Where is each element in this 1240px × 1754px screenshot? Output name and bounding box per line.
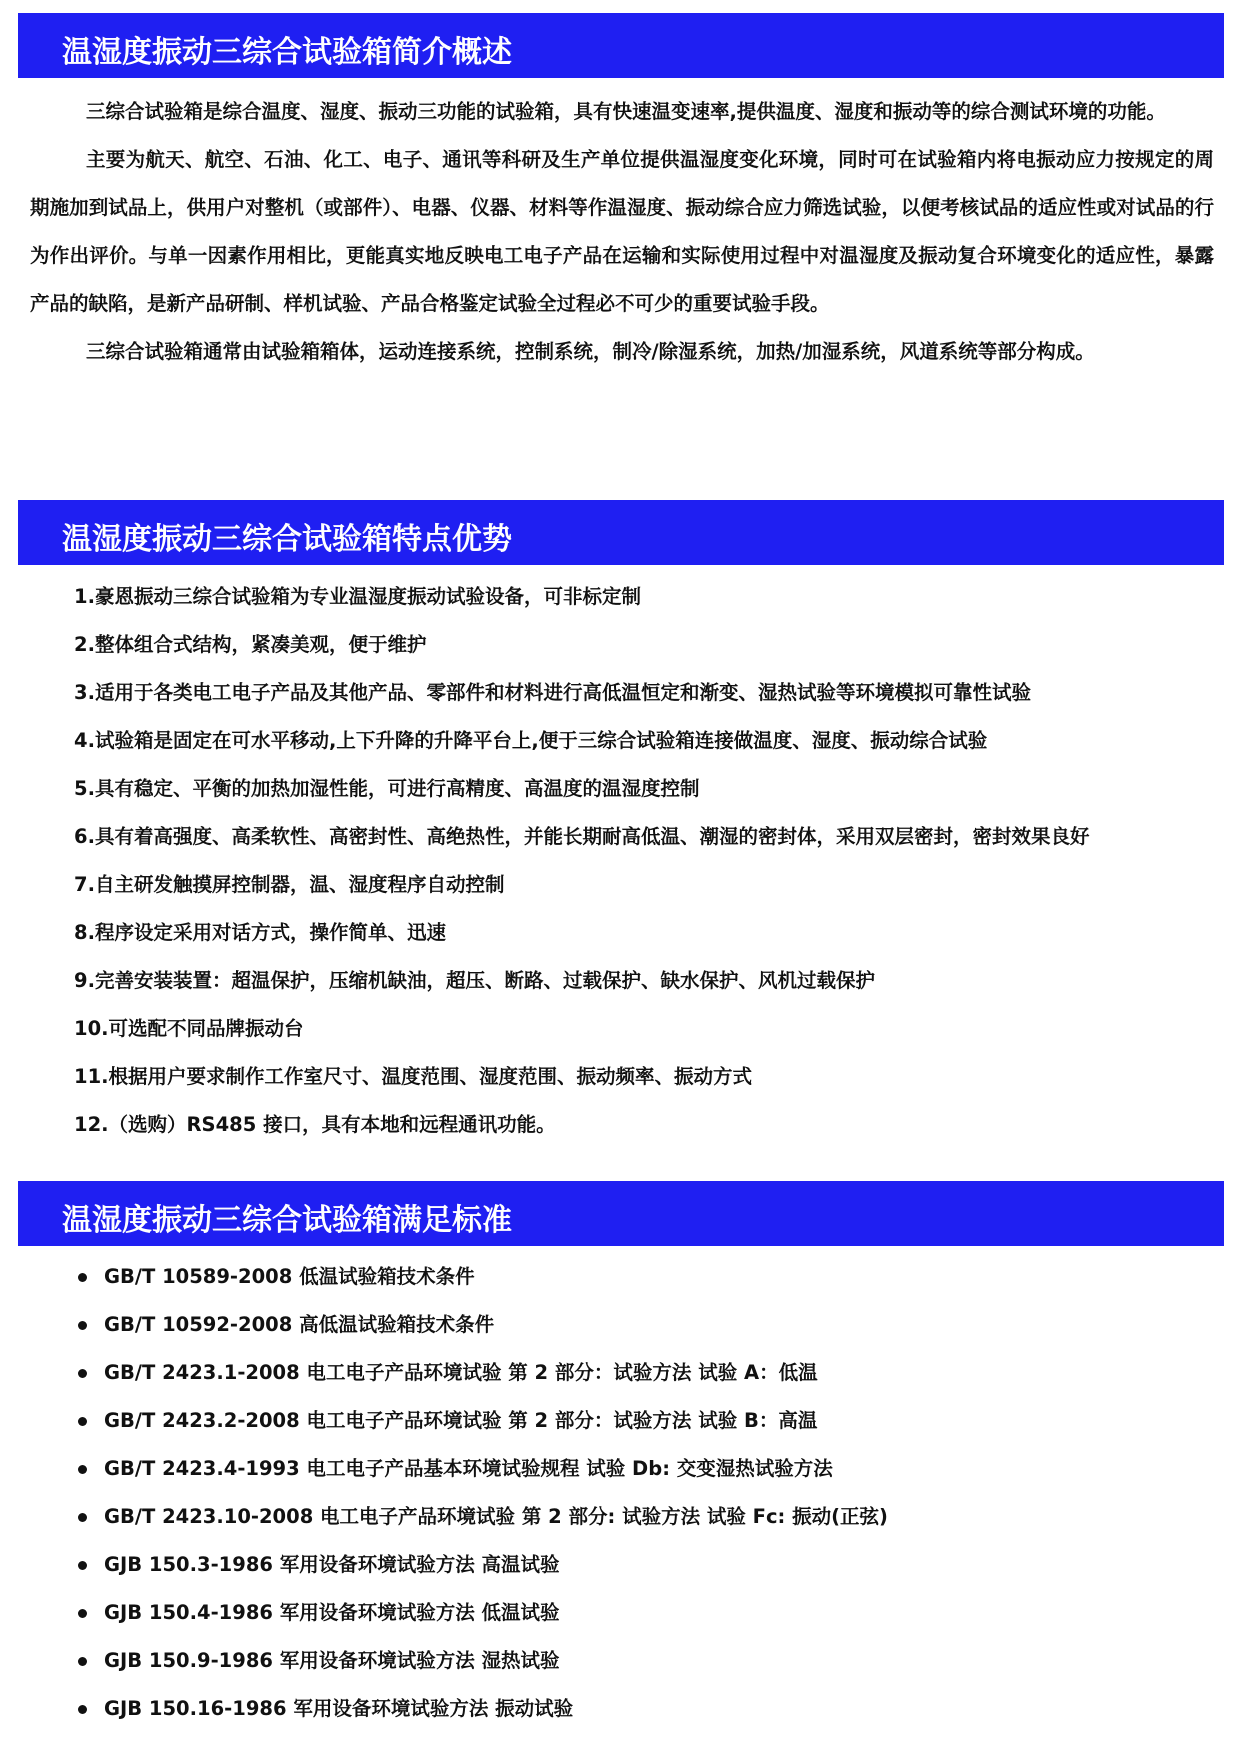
standard-text: GB/T 2423.4-1993 电工电子产品基本环境试验规程 试验 Db: 交变湿热试验方法 bbox=[104, 1457, 833, 1480]
bullet-icon bbox=[78, 1561, 87, 1570]
standard-text: GJB 150.9-1986 军用设备环境试验方法 湿热试验 bbox=[104, 1649, 560, 1672]
feature-item: 4.试验箱是固定在可水平移动,上下升降的升降平台上,便于三综合试验箱连接做温度、湿度、振动综合试验 bbox=[74, 729, 988, 752]
standard-item bbox=[78, 1541, 1218, 1589]
feature-item: 10.可选配不同品牌振动台 bbox=[74, 1017, 304, 1040]
feature-item: 2.整体组合式结构，紧凑美观，便于维护 bbox=[74, 633, 427, 656]
intro-paragraph: 主要为航天、航空、石油、化工、电子、通讯等科研及生产单位提供温湿度变化环境，同时可在试验箱内将电振动应力按规定的周期施加到试品上，供用户对整机（或部件）、电器、仪器、材料等作温湿度、振动综合应力筛选试验，以便考核试品的适应性或对试品的行为作出评价。与单一因素作用相比，更能真实地反映电工电子产品在运输和实际使用过程中对温湿度及振动复合环境变化的适应性，暴露产品的缺陷，是新产品研制、样机试验、产品合格鉴定试验全过程必不可少的重要试验手段。 bbox=[30, 148, 1214, 315]
section-title: 温湿度振动三综合试验箱特点优势 bbox=[62, 522, 512, 557]
features-list bbox=[74, 573, 1224, 1149]
bullet-icon bbox=[78, 1657, 87, 1666]
bullet-icon bbox=[78, 1321, 87, 1330]
feature-item: 3.适用于各类电工电子产品及其他产品、零部件和材料进行高低温恒定和渐变、湿热试验等环境模拟可靠性试验 bbox=[74, 681, 1031, 704]
standard-text: GJB 150.4-1986 军用设备环境试验方法 低温试验 bbox=[104, 1601, 560, 1624]
standard-text: GB/T 2423.10-2008 电工电子产品环境试验 第 2 部分: 试验方法 试验 Fc: 振动(正弦) bbox=[104, 1505, 888, 1528]
feature-item: 9.完善安装装置：超温保护，压缩机缺油，超压、断路、过载保护、缺水保护、风机过载保护 bbox=[74, 969, 875, 992]
standard-text: GB/T 10589-2008 低温试验箱技术条件 bbox=[104, 1265, 475, 1288]
bullet-icon bbox=[78, 1513, 87, 1522]
standard-text: GB/T 2423.2-2008 电工电子产品环境试验 第 2 部分：试验方法 试验 B：高温 bbox=[104, 1409, 818, 1432]
section-header-standards bbox=[18, 1181, 1224, 1246]
standard-text: GJB 150.3-1986 军用设备环境试验方法 高温试验 bbox=[104, 1553, 560, 1576]
standard-item bbox=[78, 1637, 1218, 1685]
bullet-icon bbox=[78, 1417, 87, 1426]
bullet-icon bbox=[78, 1705, 87, 1714]
feature-item: 6.具有着高强度、高柔软性、高密封性、高绝热性，并能长期耐高低温、潮湿的密封体，采用双层密封，密封效果良好 bbox=[74, 825, 1090, 848]
standard-text: GB/T 10592-2008 高低温试验箱技术条件 bbox=[104, 1313, 495, 1336]
standard-item bbox=[78, 1397, 1218, 1445]
standard-item bbox=[78, 1685, 1218, 1733]
intro-paragraph: 三综合试验箱通常由试验箱箱体，运动连接系统，控制系统，制冷/除湿系统，加热/加湿系统，风道系统等部分构成。 bbox=[86, 340, 1095, 363]
feature-item: 11.根据用户要求制作工作室尺寸、温度范围、湿度范围、振动频率、振动方式 bbox=[74, 1065, 753, 1088]
feature-item: 5.具有稳定、平衡的加热加湿性能，可进行高精度、高温度的温湿度控制 bbox=[74, 777, 700, 800]
standards-list bbox=[78, 1253, 1218, 1733]
standard-item bbox=[78, 1493, 1218, 1541]
section-title: 温湿度振动三综合试验箱满足标准 bbox=[62, 1203, 512, 1238]
feature-item: 1.豪恩振动三综合试验箱为专业温湿度振动试验设备，可非标定制 bbox=[74, 585, 641, 608]
feature-item: 8.程序设定采用对话方式，操作简单、迅速 bbox=[74, 921, 446, 944]
bullet-icon bbox=[78, 1609, 87, 1618]
section-header-features bbox=[18, 500, 1224, 565]
standard-item bbox=[78, 1301, 1218, 1349]
bullet-icon bbox=[78, 1465, 87, 1474]
standard-text: GB/T 2423.1-2008 电工电子产品环境试验 第 2 部分：试验方法 试验 A：低温 bbox=[104, 1361, 818, 1384]
standard-item bbox=[78, 1349, 1218, 1397]
intro-text bbox=[30, 88, 1214, 376]
feature-item: 7.自主研发触摸屏控制器，温、湿度程序自动控制 bbox=[74, 873, 505, 896]
feature-item: 12.（选购）RS485 接口，具有本地和远程通讯功能。 bbox=[74, 1113, 556, 1136]
standard-item bbox=[78, 1253, 1218, 1301]
section-header-overview bbox=[18, 13, 1224, 78]
bullet-icon bbox=[78, 1369, 87, 1378]
intro-paragraph: 三综合试验箱是综合温度、湿度、振动三功能的试验箱，具有快速温变速率,提供温度、湿度和振动等的综合测试环境的功能。 bbox=[86, 100, 1166, 123]
bullet-icon bbox=[78, 1273, 87, 1282]
standard-text: GJB 150.16-1986 军用设备环境试验方法 振动试验 bbox=[104, 1697, 574, 1720]
standard-item bbox=[78, 1445, 1218, 1493]
standard-item bbox=[78, 1589, 1218, 1637]
section-title: 温湿度振动三综合试验箱简介概述 bbox=[62, 35, 512, 70]
